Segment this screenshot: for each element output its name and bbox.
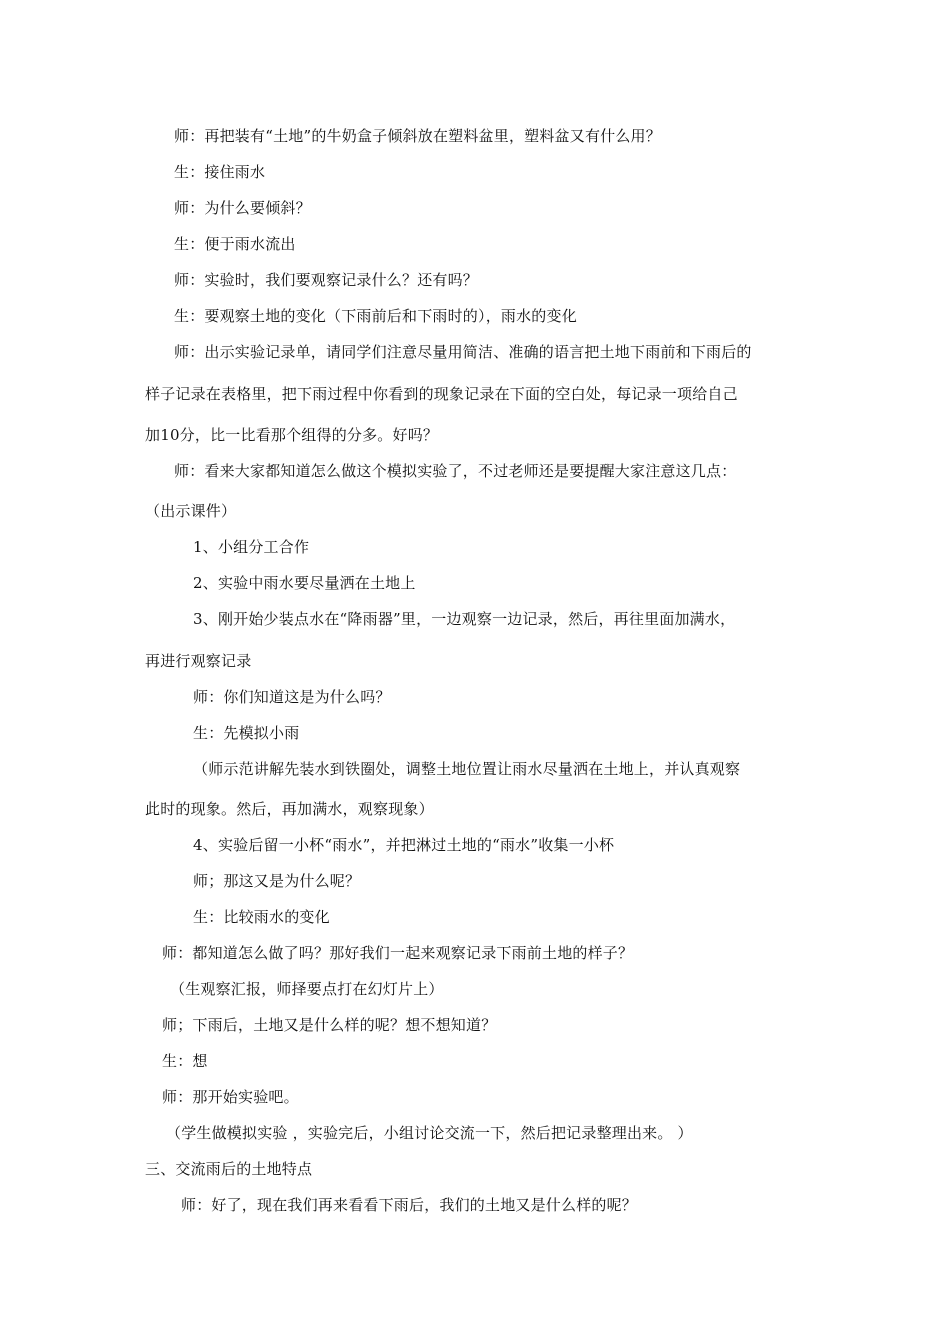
paragraph-line: 生：便于雨水流出: [174, 235, 296, 253]
paragraph-line: 样子记录在表格里，把下雨过程中你看到的现象记录在下面的空白处，每记录一项给自己: [145, 385, 738, 403]
paragraph-line: 生：想: [162, 1052, 208, 1070]
paragraph-line: 师：看来大家都知道怎么做这个模拟实验了，不过老师还是要提醒大家注意这几点：: [174, 462, 737, 480]
paragraph-line: 师；下雨后，土地又是什么样的呢？想不想知道？: [162, 1016, 497, 1034]
paragraph-line: （师示范讲解先装水到铁圈处，调整土地位置让雨水尽量洒在土地上，并认真观察: [193, 760, 741, 778]
paragraph-line: 师：再把装有“土地”的牛奶盒子倾斜放在塑料盆里，塑料盆又有什么用？: [174, 127, 661, 145]
paragraph-line: 师：你们知道这是为什么吗？: [193, 688, 391, 706]
paragraph-line: （学生做模拟实验 ，实验完后，小组讨论交流一下，然后把记录整理出来。 ）: [166, 1124, 693, 1142]
paragraph-line: 师：那开始实验吧。: [162, 1088, 299, 1106]
paragraph-line: （出示课件）: [145, 502, 237, 520]
paragraph-line: 加10分，比一比看那个组得的分多。好吗？: [145, 426, 439, 444]
paragraph-line: 师：都知道怎么做了吗？那好我们一起来观察记录下雨前土地的样子？: [162, 944, 634, 962]
list-item: 2、实验中雨水要尽量洒在土地上: [193, 574, 416, 592]
list-item: 1、小组分工合作: [193, 538, 310, 556]
paragraph-line: （生观察汇报，师择要点打在幻灯片上）: [170, 980, 444, 998]
paragraph-line: 生：要观察土地的变化（下雨前后和下雨时的），雨水的变化: [174, 307, 577, 325]
paragraph-line: 此时的现象。然后，再加满水，观察现象）: [145, 800, 434, 818]
paragraph-line: 师；那这又是为什么呢？: [193, 872, 361, 890]
list-item: 3、刚开始少装点水在“降雨器”里，一边观察一边记录，然后，再往里面加满水，: [193, 610, 736, 628]
paragraph-line: 师：为什么要倾斜？: [174, 199, 311, 217]
paragraph-line: 师：出示实验记录单，请同学们注意尽量用简洁、准确的语言把土地下雨前和下雨后的: [174, 343, 752, 361]
paragraph-line: 师：实验时，我们要观察记录什么？还有吗？: [174, 271, 479, 289]
list-item: 4、实验后留一小杯“雨水”，并把淋过土地的“雨水”收集一小杯: [193, 836, 615, 854]
paragraph-line: 师：好了，现在我们再来看看下雨后，我们的土地又是什么样的呢？: [181, 1196, 638, 1214]
paragraph-line: 生：比较雨水的变化: [193, 908, 330, 926]
section-heading: 三、交流雨后的土地特点: [145, 1160, 313, 1178]
paragraph-line: 再进行观察记录: [145, 652, 252, 670]
paragraph-line: 生：接住雨水: [174, 163, 266, 181]
paragraph-line: 生：先模拟小雨: [193, 724, 300, 742]
